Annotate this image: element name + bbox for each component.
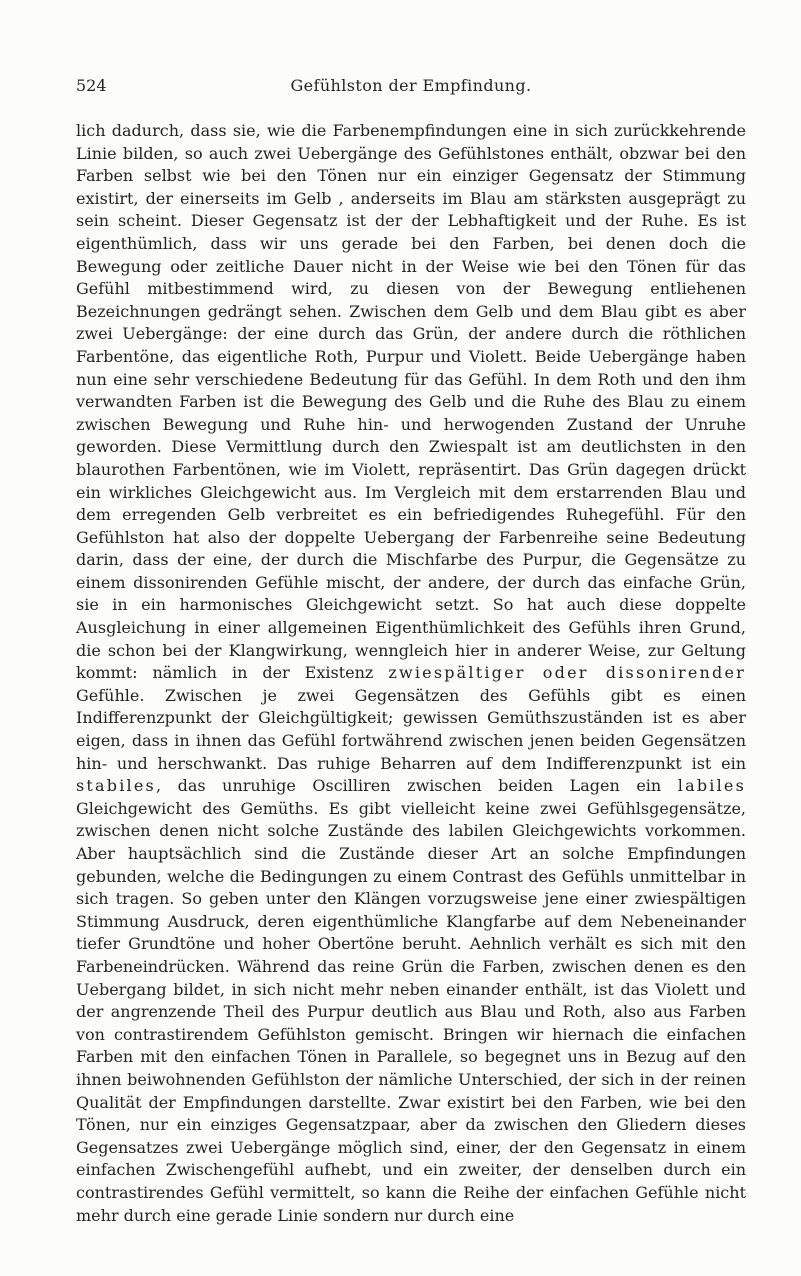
page-content — [76, 76, 746, 1227]
page-number: 524 — [76, 76, 107, 95]
page-header — [76, 76, 746, 100]
body-text-segment: , das unruhige Oscilliren zwischen beiden Lagen ein — [155, 776, 678, 796]
body-text-segment: Gefühle. Zwischen je zwei Gegensätzen des Gefühls gibt es einen Indifferenzpunkt der Gleichgültigkeit; gewissen Gemüthszuständen ist es aber eigen, dass in ihnen das Gefühl fortwährend zwischen jenen beiden Gegensätzen hin- und herschwankt. Das ruhige Beharren auf dem Indifferenzpunkt ist ein — [76, 685, 746, 773]
running-header: Gefühlston der Empfindung. — [290, 76, 532, 95]
emphasized-text-stabiles: stabiles — [76, 776, 156, 796]
emphasized-text-labiles: labiles — [677, 776, 746, 796]
body-paragraph — [76, 120, 746, 1227]
body-text-segment: Gleichgewicht des Gemüths. Es gibt vielleicht keine zwei Gefühlsgegensätze, zwischen denen nicht solche Zustände des labilen Gleichgewichts vorkommen. Aber hauptsächlich sind die Zustände dieser Art an solche Empfindungen gebunden, welche die Bedingungen zu einem Contrast des Gefühls unmittelbar in sich tragen. So geben unter den Klängen vorzugsweise jene einer zwiespältigen Stimmung Ausdruck, deren eigenthümliche Klangfarbe auf dem Nebeneinander tiefer Grundtöne und hoher Obertöne beruht. Aehnlich verhält es sich mit den Farbeneindrücken. Während das reine Grün die Farben, zwischen denen es den Uebergang bildet, in sich nicht mehr neben einander enthält, ist das Violett und der angrenzende Theil des Purpur deutlich aus Blau und Roth, also aus Farben von contrastirendem Gefühlston gemischt. Bringen wir hiernach die einfachen Farben mit den einfachen Tönen in Parallele, so begegnet uns in Bezug auf den ihnen beiwohnenden Gefühlston der nämliche Unterschied, der sich in der reinen Qualität der Empfindungen darstellte. Zwar existirt bei den Farben, wie bei den Tönen, nur ein einziges Gegensatzpaar, aber da zwischen den Gliedern dieses Gegensatzes zwei Uebergänge möglich sind, einer, der den Gegensatz in einem einfachen Zwischengefühl aufhebt, und ein zweiter, der denselben durch ein contrastirendes Gefühl vermittelt, so kann die Reihe der einfachen Gefühle nicht mehr durch eine gerade Linie sondern nur durch eine — [76, 798, 746, 1225]
body-text-segment: lich dadurch, dass sie, wie die Farbenempfindungen eine in sich zurückkehrende Linie bilden, so auch zwei Uebergänge des Gefühlstones enthält, obzwar bei den Farben selbst wie bei den Tönen nur ein einziger Gegensatz der Stimmung existirt, der einerseits im Gelb , anderseits im Blau am stärksten ausgeprägt zu sein scheint. Dieser Gegensatz ist der der Lebhaftigkeit und der Ruhe. Es ist eigenthümlich, dass wir uns gerade bei den Farben, bei denen doch die Bewegung oder zeitliche Dauer nicht in der Weise wie bei den Tönen für das Gefühl mitbestimmend wird, zu diesen von der Bewegung entliehenen Bezeichnungen gedrängt sehen. Zwischen dem Gelb und dem Blau gibt es aber zwei Uebergänge: der eine durch das Grün, der andere durch die röthlichen Farbentöne, das eigentliche Roth, Purpur und Violett. Beide Uebergänge haben nun eine sehr verschiedene Bedeutung für das Gefühl. In dem Roth und den ihm verwandten Farben ist die Bewegung des Gelb und die Ruhe des Blau zu einem zwischen Bewegung und Ruhe hin- und herwogenden Zustand der Unruhe geworden. Diese Vermittlung durch den Zwiespalt ist am deutlichsten in den blaurothen Farbentönen, wie im Violett, repräsentirt. Das Grün dagegen drückt ein wirkliches Gleichgewicht aus. Im Vergleich mit dem erstarrenden Blau und dem erregenden Gelb verbreitet es ein befriedigendes Ruhegefühl. Für den Gefühlston hat also der doppelte Uebergang der Farbenreihe seine Bedeutung darin, dass der eine, der durch die Mischfarbe des Purpur, die Gegensätze zu einem dissonirenden Gefühle mischt, der andere, der durch das einfache Grün, sie in ein harmonisches Gleichgewicht setzt. So hat auch diese doppelte Ausgleichung in einer allgemeinen Eigenthümlichkeit des Gefühls ihren Grund, die schon bei der Klangwirkung, wenngleich hier in anderer Weise, zur Geltung kommt: nämlich in der Existenz — [76, 121, 746, 683]
emphasized-text-dissonirend: zwiespältiger oder dissonirender — [388, 663, 746, 683]
